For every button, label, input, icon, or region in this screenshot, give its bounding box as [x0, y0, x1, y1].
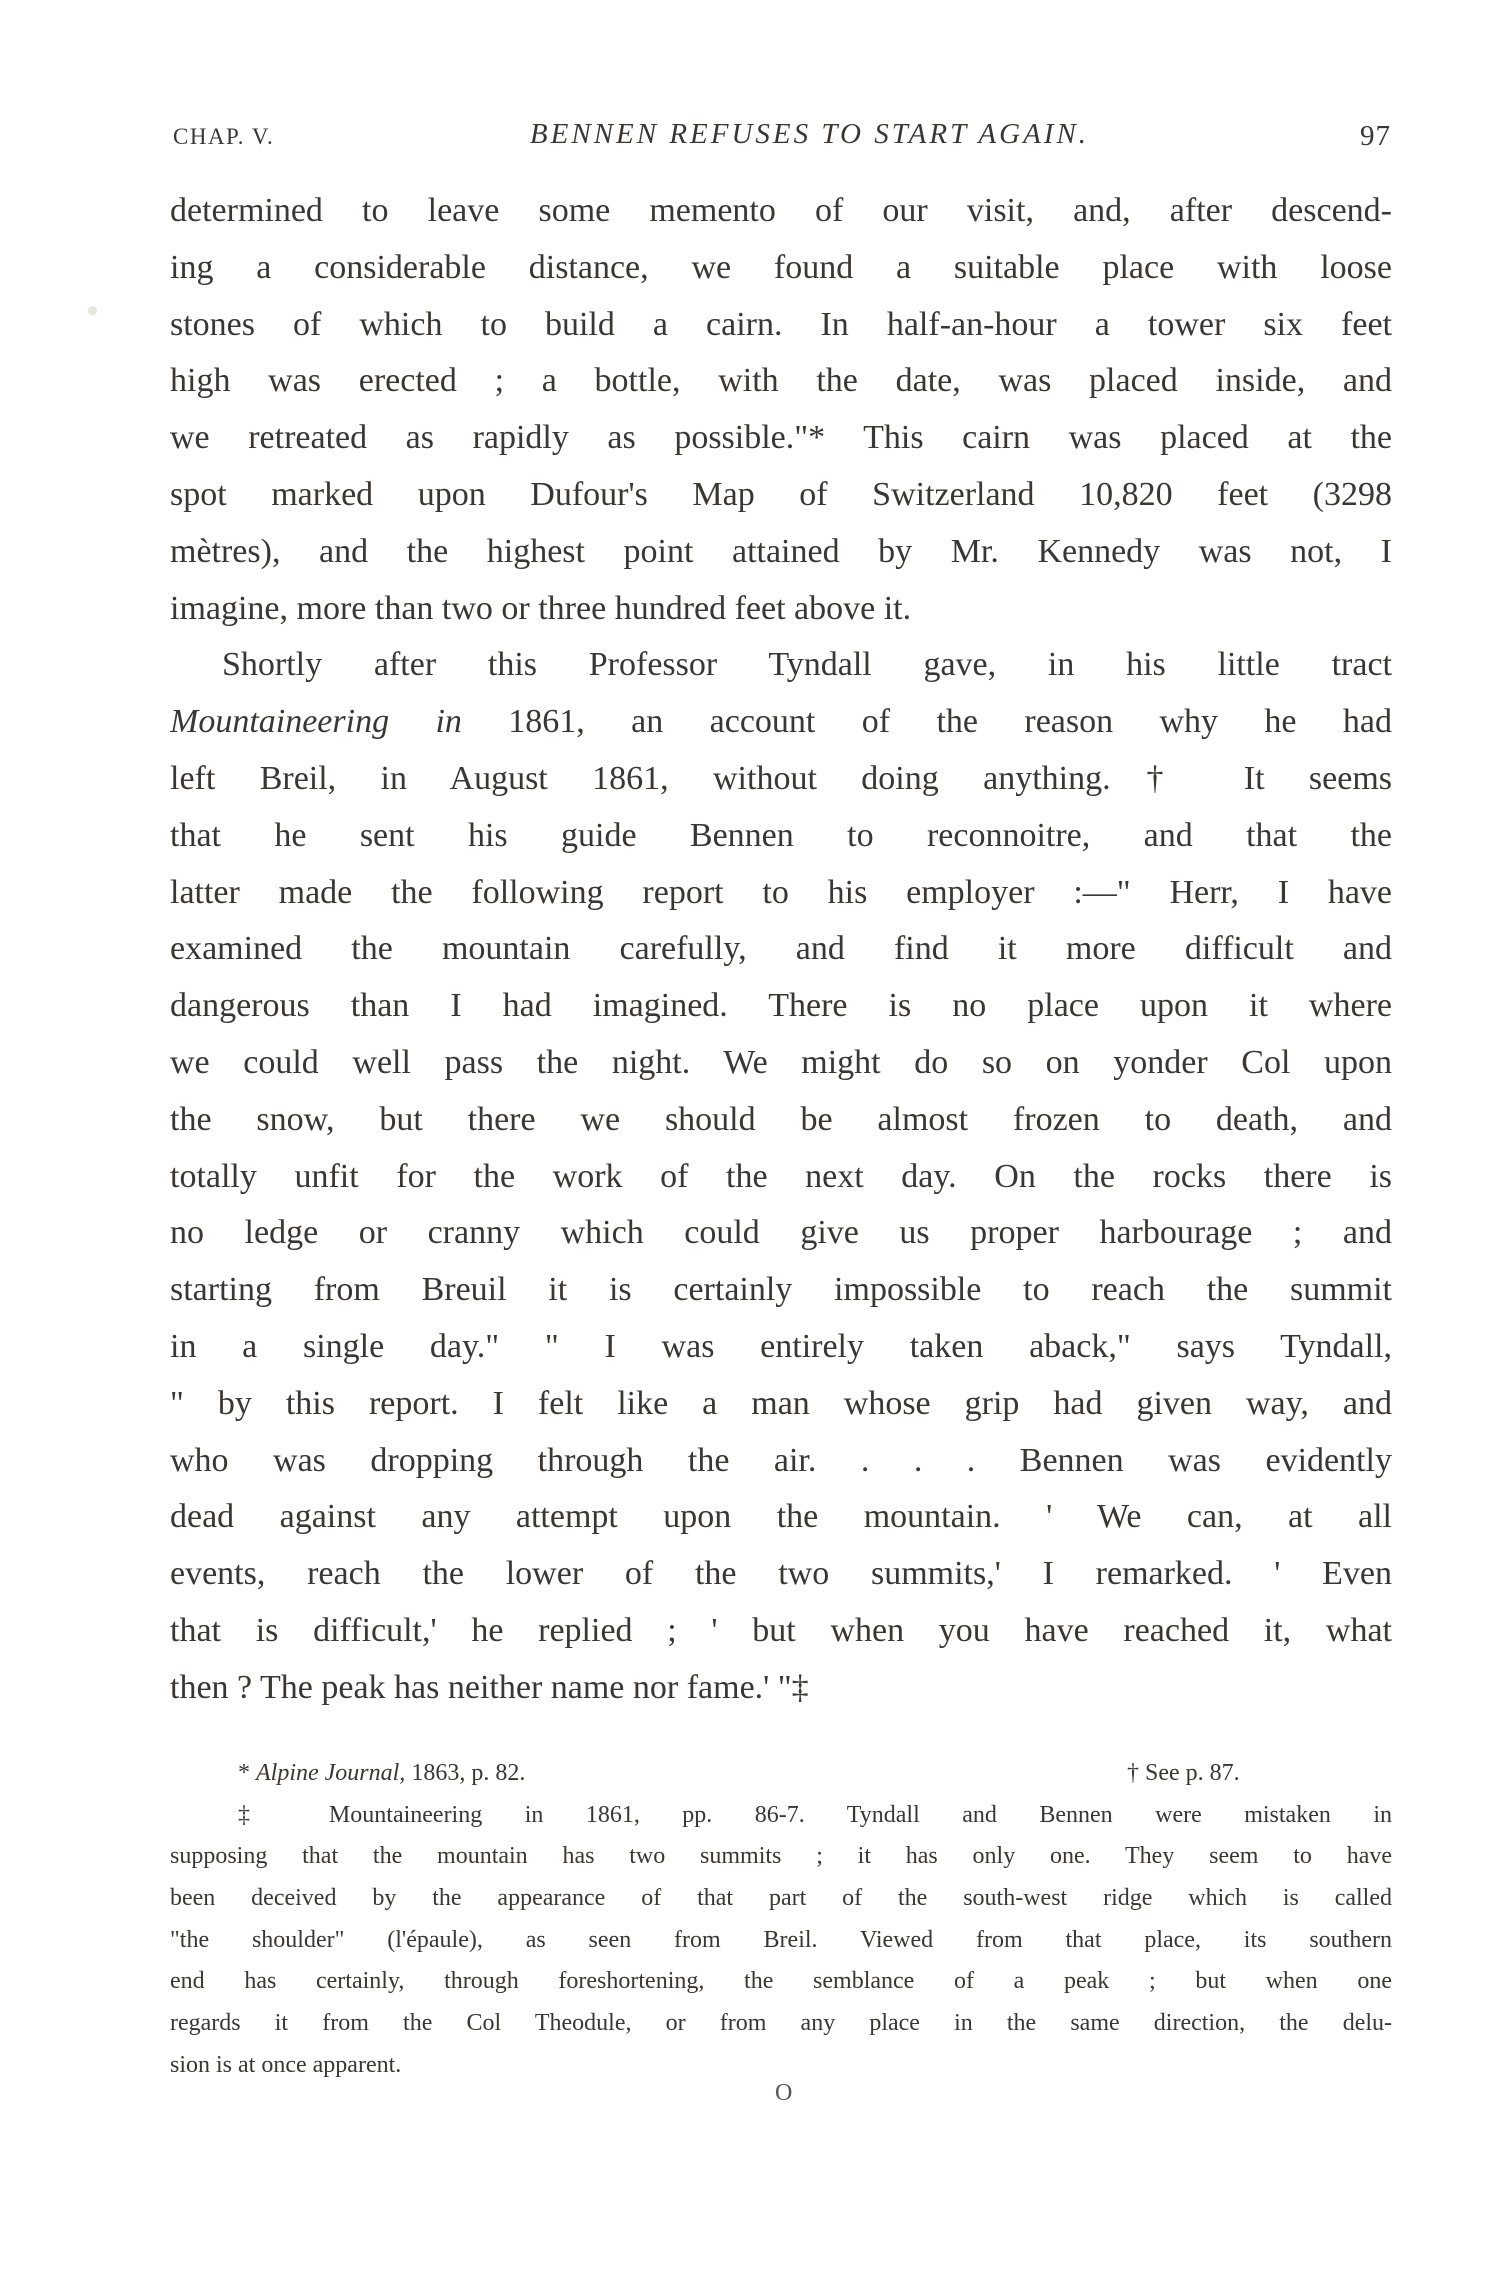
text-line: no ledge or cranny which could give us proper harbourage ; and: [170, 1214, 1392, 1252]
running-header: [173, 118, 1391, 158]
chapter-label: CHAP. V.: [173, 124, 275, 149]
printer-signature-mark: O: [775, 2080, 793, 2106]
text-line: events, reach the lower of the two summits,' I remarked. ' Even: [170, 1555, 1392, 1593]
text-line: that is difficult,' he replied ; ' but when you have reached it, what: [170, 1611, 1392, 1649]
footnotes: [170, 1753, 1392, 2087]
italic-title: Mountaineering in: [170, 703, 462, 741]
text-line: totally unfit for the work of the next day. On the rocks there is: [170, 1157, 1392, 1195]
text-line: latter made the following report to his employer :—" Herr, I have: [170, 873, 1392, 911]
text-line: that he sent his guide Bennen to reconnoitre, and that the: [170, 816, 1392, 854]
footnote-line: been deceived by the appearance of that part of the south-west ridge which is called: [170, 1885, 1392, 1912]
text-line: we could well pass the night. We might do so on yonder Col upon: [170, 1043, 1392, 1081]
footnote-line: end has certainly, through foreshortening, the semblance of a peak ; but when one: [170, 1968, 1392, 1995]
text-line: left Breil, in August 1861, without doing anything.† It seems: [170, 759, 1392, 797]
text-line-with-italic: [170, 694, 1392, 751]
footnote-citation: 1863, p. 82.: [405, 1760, 526, 1786]
footnote-line: ‡ Mountaineering in 1861, pp. 86-7. Tyndall and Bennen were mistaken in: [238, 1801, 1392, 1828]
text-line: who was dropping through the air. . . . Bennen was evidently: [170, 1441, 1392, 1479]
footnote-cross-reference: † See p. 87.: [1127, 1760, 1240, 1786]
text-line: starting from Breuil it is certainly impossible to reach the summit: [170, 1271, 1392, 1309]
text-line: we retreated as rapidly as possible."* This cairn was placed at the: [170, 419, 1392, 457]
text-line: spot marked upon Dufour's Map of Switzerland 10,820 feet (3298: [170, 475, 1392, 513]
footnote-marker: *: [238, 1760, 250, 1786]
footnote-line: sion is at once apparent.: [170, 2051, 402, 2078]
text-line: determined to leave some memento of our visit, and, after descend-: [170, 192, 1392, 229]
text-line: then ? The peak has neither name nor fame.' "‡: [170, 1668, 809, 1706]
text-line: high was erected ; a bottle, with the date, was placed inside, and: [170, 362, 1392, 400]
text-line: stones of which to build a cairn. In half-an-hour a tower six feet: [170, 305, 1392, 343]
running-title: BENNEN REFUSES TO START AGAIN.: [529, 118, 1090, 150]
footnote-line: [170, 1753, 1392, 1795]
text-line: dead against any attempt upon the mountain. ' We can, at all: [170, 1498, 1392, 1536]
footnote-line: supposing that the mountain has two summits ; it has only one. They seem to have: [170, 1843, 1392, 1870]
text-line: mètres), and the highest point attained by Mr. Kennedy was not, I: [170, 532, 1392, 570]
page-number: 97: [1360, 120, 1391, 152]
text-line: ing a considerable distance, we found a suitable place with loose: [170, 248, 1392, 286]
footnote-source-title: Alpine Journal,: [256, 1760, 406, 1786]
text-line: the snow, but there we should be almost frozen to death, and: [170, 1100, 1392, 1138]
text-line: imagine, more than two or three hundred feet above it.: [170, 589, 912, 627]
line-remainder: 1861, an account of the reason why he had: [461, 703, 1392, 741]
text-line: dangerous than I had imagined. There is no place upon it where: [170, 987, 1392, 1025]
text-line: examined the mountain carefully, and find it more difficult and: [170, 930, 1392, 968]
main-text: [170, 183, 1392, 1717]
paper-blemish: [88, 306, 97, 315]
text-line: Shortly after this Professor Tyndall gave, in his little tract: [222, 646, 1392, 684]
footnote-line: regards it from the Col Theodule, or from any place in the same direction, the delu-: [170, 2010, 1392, 2037]
footnote-line: "the shoulder" (l'épaule), as seen from Breil. Viewed from that place, its southern: [170, 1926, 1392, 1953]
text-line: " by this report. I felt like a man whose grip had given way, and: [170, 1384, 1392, 1422]
text-line: in a single day." " I was entirely taken aback," says Tyndall,: [170, 1327, 1392, 1365]
